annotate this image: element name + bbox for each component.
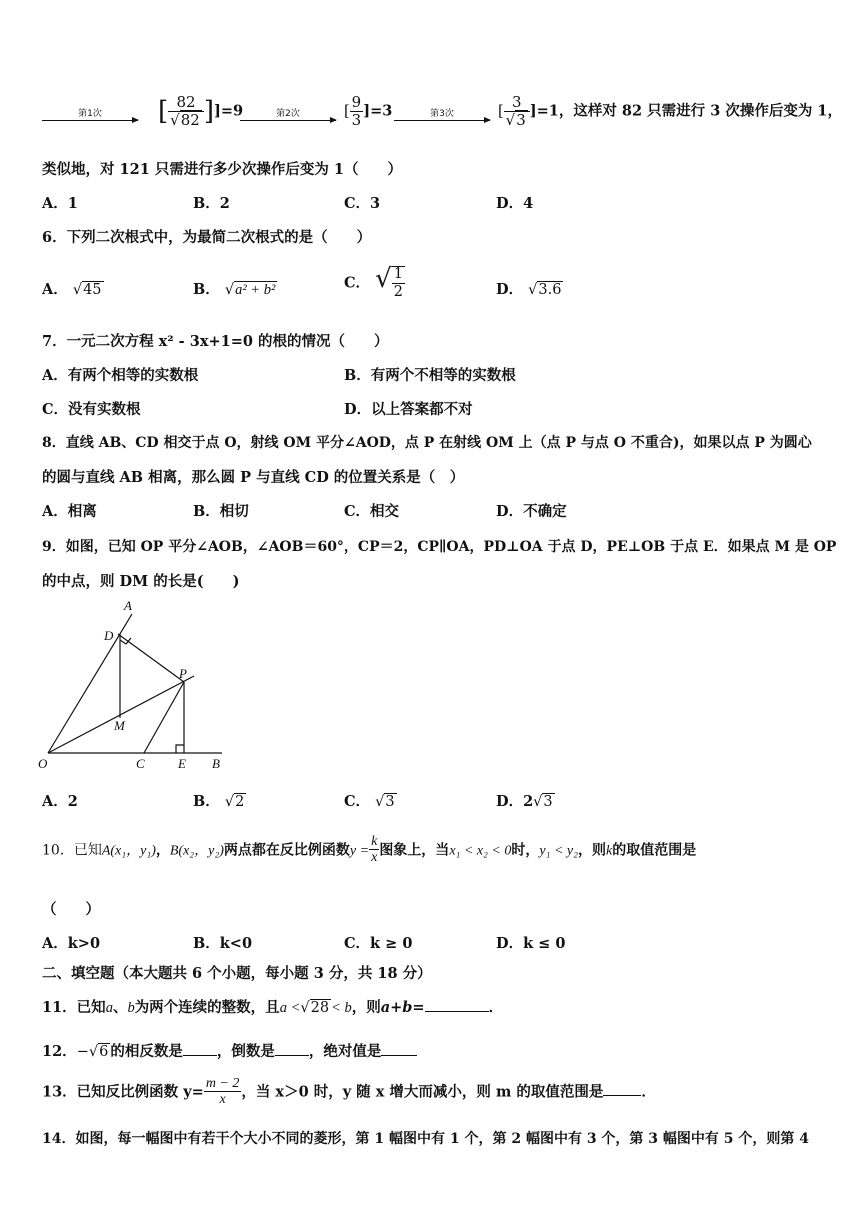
label-o: O	[38, 756, 48, 771]
q9-stem-line2: 的中点，则 DM 的长是( )	[42, 573, 240, 590]
right-angle-e	[176, 745, 184, 753]
label-d: D	[104, 628, 114, 643]
q9-option-a: A．2	[42, 793, 78, 810]
arrow-label: 第1次	[78, 109, 102, 119]
q14-stem-line1: 14．如图，每一幅图中有若干个大小不同的菱形，第 1 幅图中有 1 个，第 2 幅图中有 3 个，第 3 幅图中有 5 个，则第 4	[42, 1131, 810, 1147]
ray-op	[48, 676, 194, 753]
bracket-expression-2: [ $\frac{9}{3}$ ]=3	[344, 93, 393, 129]
q7-option-c: C．没有实数根	[42, 401, 141, 418]
q12-stem: 12．−√6 的相反数是 ，倒数是 ，绝对值是	[42, 1040, 417, 1061]
q7-stem: 7．一元二次方程 x² - 3x+1=0 的根的情况（ ）	[42, 333, 389, 350]
q6-option-d: D． √3.6	[496, 281, 562, 298]
answer-blank-opposite[interactable]	[183, 1055, 217, 1056]
q8-option-b: B．相切	[193, 503, 249, 520]
q6-option-c: C． √ $\frac{1}{2}$	[344, 264, 403, 300]
label-m: M	[114, 718, 125, 733]
q9-stem-line1: 9．如图，已知 OP 平分∠AOB，∠AOB＝60°，CP＝2，CP∥OA，PD⊥OA 于点 D，PE⊥OB 于点 E．如果点 M 是 OP	[42, 539, 837, 555]
q10-option-b: B．k<0	[193, 935, 253, 952]
bracket-expression-3: [ $\frac{3}{√3}$ ]=1，这样对 82 只需进行 3 次操作后变为 1，	[498, 93, 842, 129]
q11-stem: 11．已知a、b为两个连续的整数，且a <√28 < b，则a+b= ．	[42, 999, 504, 1016]
q10-stem-line1: 10．已知A(x₁，y₁)，B(x₂，y₂)两点都在反比例函数y = $\frac{k}{x}$ 图象上，当x₁ < x₂ < 0时，y₁ < y₂，则k的取值范围是	[42, 834, 697, 866]
q5-stem-line2: 类似地，对 121 只需进行多少次操作后变为 1（ ）	[42, 161, 402, 178]
q10-option-c: C．k ≥ 0	[344, 935, 413, 952]
q9-option-b: B． √2	[193, 793, 245, 810]
q8-stem-line2: 的圆与直线 AB 相离，那么圆 P 与直线 CD 的位置关系是（ ）	[42, 469, 465, 486]
q7-option-d: D．以上答案都不对	[344, 401, 473, 418]
q7-option-a: A．有两个相等的实数根	[42, 367, 199, 384]
q5-option-a: A．1	[42, 195, 78, 212]
section-heading: 二、填空题（本大题共 6 个小题，每小题 3 分，共 18 分）	[42, 965, 432, 982]
q5-option-d: D．4	[496, 195, 534, 212]
operation-arrow-1	[42, 106, 138, 121]
q7-option-b: B．有两个不相等的实数根	[344, 367, 516, 384]
answer-blank-absolute[interactable]	[381, 1055, 417, 1056]
label-p: P	[179, 666, 187, 681]
answer-blank[interactable]	[425, 1011, 489, 1012]
q8-stem-line1: 8．直线 AB、CD 相交于点 O，射线 OM 平分∠AOD，点 P 在射线 OM 上（点 P 与点 O 不重合)，如果以点 P 为圆心	[42, 435, 812, 451]
operation-arrow-2	[240, 106, 336, 121]
answer-blank[interactable]	[603, 1095, 641, 1096]
q6-stem: 6．下列二次根式中，为最简二次根式的是（ ）	[42, 229, 372, 246]
q10-option-d: D．k ≤ 0	[496, 935, 566, 952]
q10-stem-line2: （ ）	[42, 901, 100, 918]
arrow-label: 第2次	[276, 109, 300, 119]
q9-geometry-figure	[36, 596, 236, 776]
q8-option-c: C．相交	[344, 503, 400, 520]
bracket-expression-1: [ $\frac{82}{√82}$ ]]=9	[158, 93, 244, 129]
operation-arrow-3	[394, 106, 490, 121]
label-a: A	[124, 598, 132, 613]
q9-option-c: C． √3	[344, 793, 395, 810]
label-b: B	[212, 756, 220, 771]
q6-option-b: B． √a² + b²	[193, 281, 276, 298]
label-c: C	[136, 756, 145, 771]
answer-blank-reciprocal[interactable]	[275, 1055, 309, 1056]
q8-option-d: D．不确定	[496, 503, 567, 520]
q9-option-d: D．2√3	[496, 793, 553, 810]
arrow-label: 第3次	[430, 109, 454, 119]
segment-cp	[144, 682, 184, 753]
q5-option-b: B．2	[193, 195, 230, 212]
q5-option-c: C．3	[344, 195, 381, 212]
label-e: E	[178, 756, 186, 771]
q6-option-a: A． √45	[42, 281, 102, 298]
q13-stem: 13．已知反比例函数 y= $\frac{m - 2}{x}$ ，当 x＞0 时，y 随 x 增大而减小，则 m 的取值范围是 ．	[42, 1076, 656, 1108]
q8-option-a: A．相离	[42, 503, 97, 520]
q10-option-a: A．k>0	[42, 935, 101, 952]
